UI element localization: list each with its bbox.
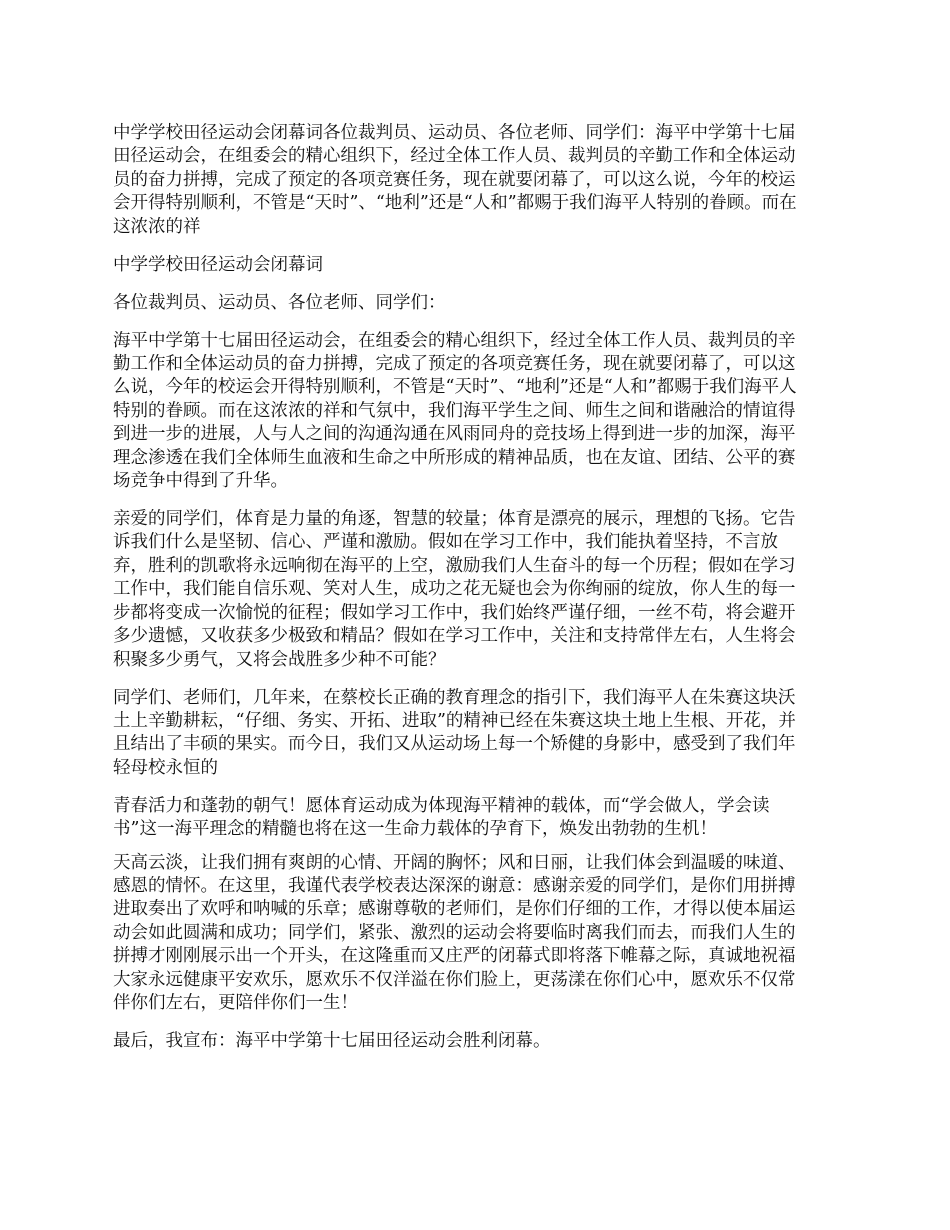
document-title: 中学学校田径运动会闭幕词: [113, 254, 323, 275]
body-paragraph-1: 海平中学第十七届田径运动会，在组委会的精心组织下，经过全体工作人员、裁判员的辛 勤工作和全体运动员的奋力拼搏，完成了预定的各项竞赛任务，现在就要闭幕了，可以这 么说，今年的校运会开得特别顺利，不管是“天时”、“地利”还是“人和”都赐于我们海平人 特别的眷顾。而在这浓浓的祥和气氛中，我们海平学生之间、师生之间和谐融洽的情谊得 到进一步的进展，人与人之间的沟通沟通在风雨同舟的竞技场上得到进一步的加深，海平 理念渗透在我们全体师生血液和生命之中所形成的精神品质，也在友谊、团结、公平的赛 场竞争中得到了升华。: [113, 330, 797, 492]
closing-paragraph: 最后，我宣布：海平中学第十七届田径运动会胜利闭幕。: [113, 1030, 551, 1051]
body-paragraph-2: 亲爱的同学们，体育是力量的角逐，智慧的较量；体育是漂亮的展示，理想的飞扬。它告 诉我们什么是坚韧、信心、严谨和激励。假如在学习工作中，我们能执着坚持，不言放 弃，胜利的凯歌将永远响彻在海平的上空，激励我们人生奋斗的每一个历程；假如在学习 工作中，我们能自信乐观、笑对人生，成功之花无疑也会为你绚丽的绽放，你人生的每一 步都将变成一次愉悦的征程；假如学习工作中，我们始终严谨仔细，一丝不苟，将会避开 多少遗憾，又收获多少极致和精品？假如在学习工作中，关注和支持常伴左右，人生将会 积聚多少勇气，又将会战胜多少种不可能？: [113, 509, 796, 670]
salutation: 各位裁判员、运动员、各位老师、同学们：: [113, 292, 446, 313]
document-body: [113, 122, 841, 1068]
body-paragraph-4: 青春活力和蓬勃的朝气！愿体育运动成为体现海平精神的载体，而“学会做人，学会读 书”这一海平理念的精髓也将在这一生命力载体的孕育下，焕发出勃勃的生机！: [113, 795, 770, 840]
summary-paragraph: 中学学校田径运动会闭幕词各位裁判员、运动员、各位老师、同学们：海平中学第十七届 田径运动会，在组委会的精心组织下，经过全体工作人员、裁判员的辛勤工作和全体运动 员的奋力拼搏，完成了预定的各项竞赛任务，现在就要闭幕了，可以这么说，今年的校运 会开得特别顺利，不管是“天时”、“地利”还是“人和”都赐于我们海平人特别的眷顾。而在 这浓浓的祥: [113, 123, 797, 237]
body-paragraph-3: 同学们、老师们，几年来，在蔡校长正确的教育理念的指引下，我们海平人在朱赛这块沃 土上辛勤耕耘，“仔细、务实、开拓、进取”的精神已经在朱赛这块土地上生根、开花，并 且结出了丰硕的果实。而今日，我们又从运动场上每一个矫健的身影中，感受到了我们年 轻母校永恒的: [113, 687, 796, 778]
body-paragraph-5: 天高云淡，让我们拥有爽朗的心情、开阔的胸怀；风和日丽，让我们体会到温暖的味道、 感恩的情怀。在这里，我谨代表学校表达深深的谢意：感谢亲爱的同学们，是你们用拼搏 进取奏出了欢呼和呐喊的乐章；感谢尊敬的老师们，是你们仔细的工作，才得以使本届运 动会如此圆满和成功；同学们，紧张、激烈的运动会将要临时离我们而去，而我们人生的 拼搏才刚刚展示出一个开头，在这隆重而又庄严的闭幕式即将落下帷幕之际，真诚地祝福 大家永远健康平安欢乐，愿欢乐不仅洋溢在你们脸上，更荡漾在你们心中，愿欢乐不仅常 伴你们左右，更陪伴你们一生！: [113, 852, 796, 1013]
